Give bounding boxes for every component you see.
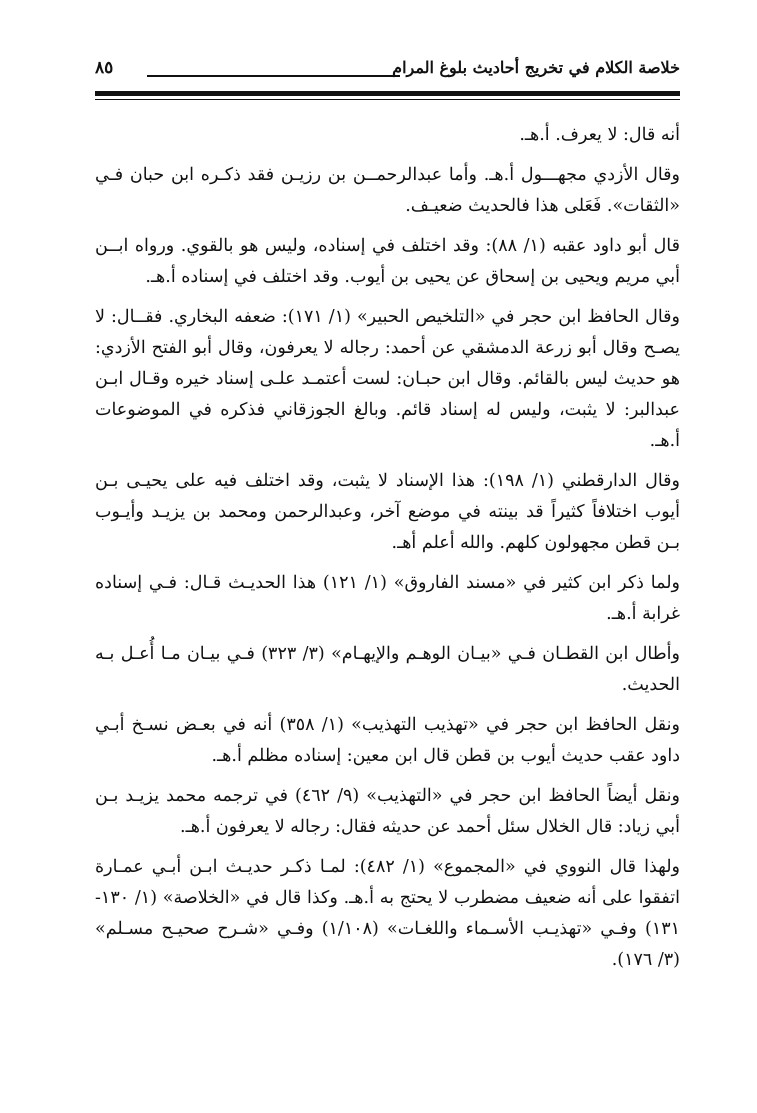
paragraph-5: وقال الدارقطني (١/ ١٩٨): هذا الإسناد لا يثبت، وقد اختلف فيه على يحيـى بـن أيوب اختلافاً كثيراً قد بينته في موضع آخر، وعبدالرحمن ومحمد بن يزيـد وأيـوب بـن قطن مجهولون كلهم. والله أعلم أهـ. [95,471,680,553]
header-divider-thick [95,91,680,96]
paragraph-4: وقال الحافظ ابن حجر في «التلخيص الحبير» (١/ ١٧١): ضعفه البخاري. فقــال: لا يصـح وقال أبو زرعة الدمشقي عن أحمد: رجاله لا يعرفون، وقال أبو الفتح الأزدي: هو حديث ليس بالقائم. وقال ابن حبـان: لست أعتمـد علـى إسناد خيره وقـال ابـن عبدالبر: لا يثبت، وليس له إسناد قائم. وبالغ الجوزقاني فذكره في الموضوعات أ.هـ. [95,307,680,451]
paragraph-8: ونقل الحافظ ابن حجر في «تهذيب التهذيب» (١/ ٣٥٨) أنه في بعـض نسـخ أبـي داود عقب حديث أيوب بن قطن قال ابن معين: إسناده مظلم أ.هـ. [95,715,680,766]
header-divider-thin [95,99,680,100]
paragraph-7: وأطال ابن القطـان فـي «بيـان الوهـم والإيهـام» (٣/ ٣٢٣) فـي بيـان مـا أُعـل بـه الحديث. [95,644,680,695]
paragraph-10: ولهذا قال النووي في «المجموع» (١/ ٤٨٢): لمـا ذكـر حديـث ابـن أبـي عمـارة اتفقوا على أنه ضعيف مضطرب لا يحتج به أ.هـ. وكذا قال في «الخلاصة» (١/ ١٣٠- ١٣١) وفـي «تهذيـب الأسـماء واللغـات» (١/١٠٨) وفـي «شـرح صحيـح مسـلم» (٣/ ١٧٦). [95,857,681,970]
page-body [95,120,680,985]
page-number: ٨٥ [95,58,114,78]
header-rule [147,75,400,77]
paragraph-9: ونقل أيضاً الحافظ ابن حجر في «التهذيب» (٩/ ٤٦٢) في ترجمه محمد يزيـد بـن أبي زياد: قال الخلال سئل أحمد عن حديثه فقال: رجاله لا يعرفون أ.هـ. [95,786,680,837]
paragraph-6: ولما ذكر ابن كثير في «مسند الفاروق» (١/ ١٢١) هذا الحديـث قـال: فـي إسناده غرابة أ.هـ. [95,573,681,624]
running-title: خلاصة الكلام في تخريج أحاديث بلوغ المرام [392,58,680,77]
paragraph-3: قال أبو داود عقبه (١/ ٨٨): وقد اختلف في إسناده، وليس هو بالقوي. ورواه ابــن أبي مريم ويحيى بن إسحاق عن يحيى بن أيوب. وقد اختلف في إسناده أ.هـ. [95,236,680,287]
page-header [95,54,680,94]
paragraph-2: وقال الأزدي مجهـــول أ.هـ. وأما عبدالرحمــن بن رزيـن فقد ذكـره ابن حبان فـي «الثقات». فَعَلى هذا فالحديث ضعيـف. [95,165,680,216]
paragraph-1: أنه قال: لا يعرف. أ.هـ. [519,125,680,145]
